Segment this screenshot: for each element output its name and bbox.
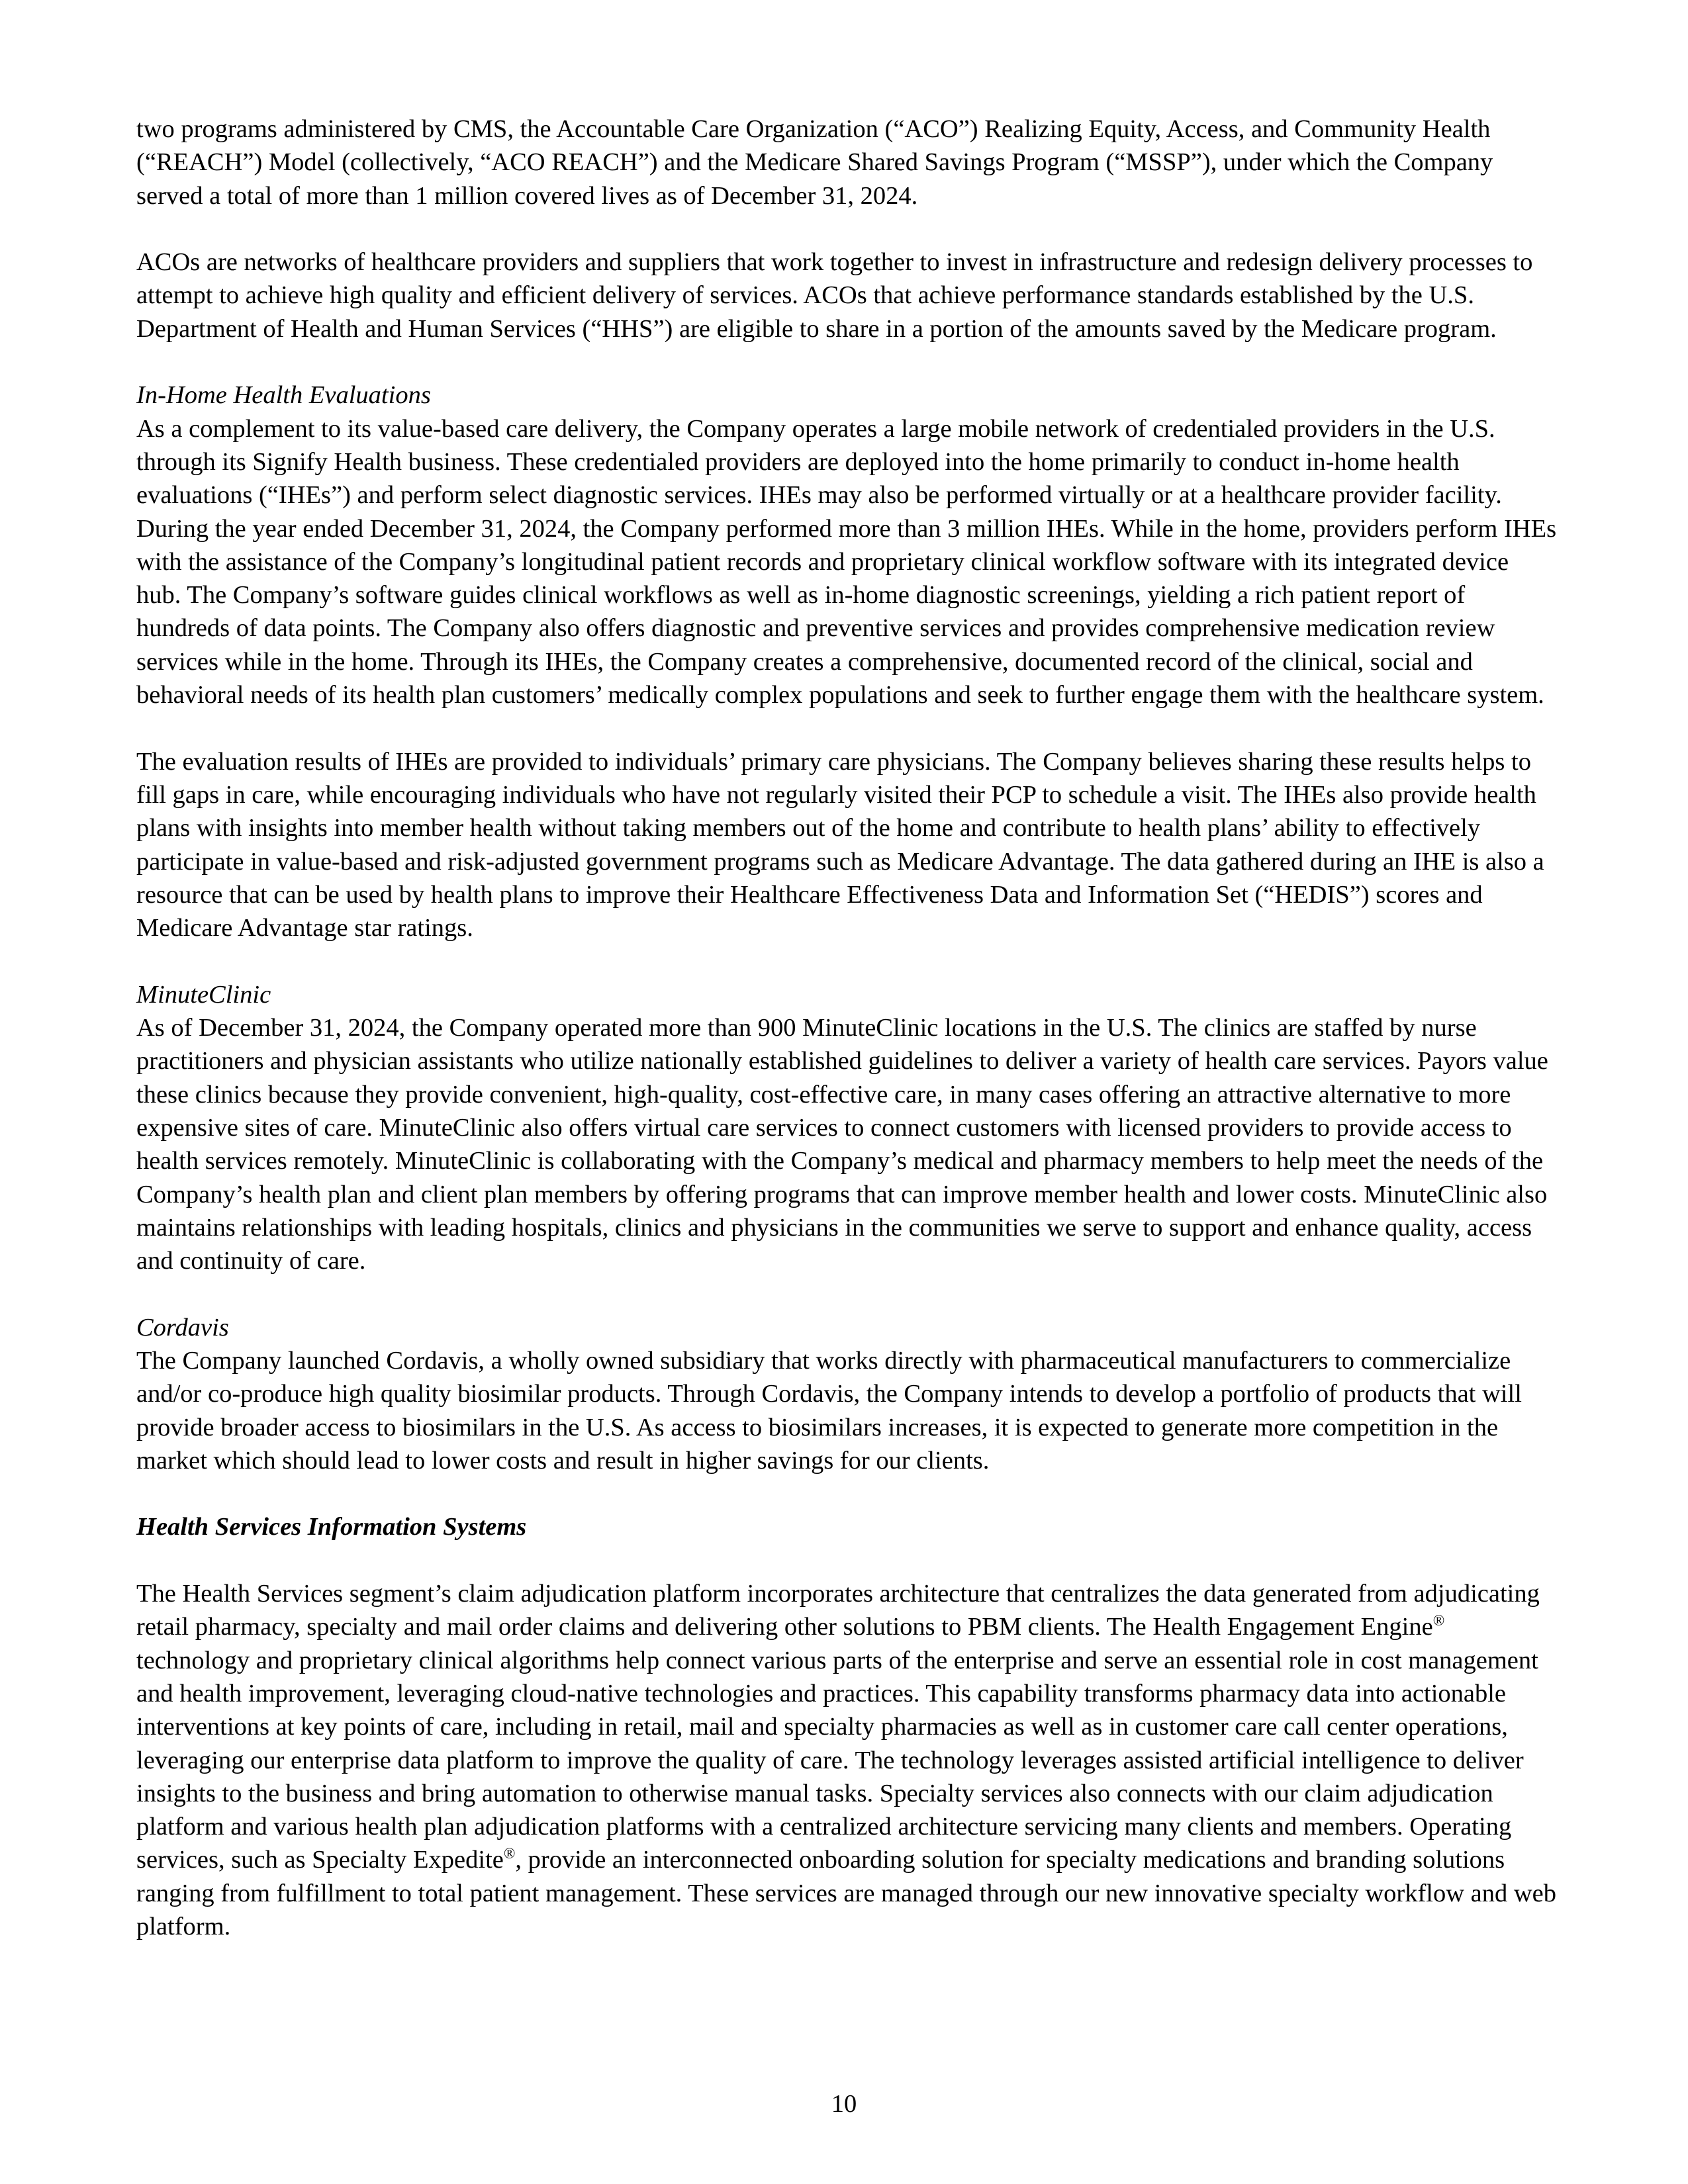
subheading-in-home-health-evaluations: In-Home Health Evaluations [136, 381, 431, 410]
paragraph-acos: ACOs are networks of healthcare providers and suppliers that work together to invest in infrastructure and redesign delivery processes to attempt to achieve high quality and efficient delivery of services. ACOs that achieve performance standards established by the U.S. Department of Health and Human Services (“HHS”) are eligible to share in a portion of the amounts saved by the Medicare program. [136, 248, 1533, 343]
paragraph-minuteclinic: As of December 31, 2024, the Company operated more than 900 MinuteClinic locations in the U.S. The clinics are staffed by nurse practitioners and physician assistants who utilize nationally established guidelines to deliver a variety of health care services. Payors value these clinics because they provide convenient, high-quality, cost-effective care, in many cases offering an attractive alternative to more expensive sites of care. MinuteClinic also offers virtual care services to connect customers with licensed providers to provide access to health services remotely. MinuteClinic is collaborating with the Company’s medical and pharmacy members to help meet the needs of the Company’s health plan and client plan members by offering programs that can improve member health and lower costs. MinuteClinic also maintains relationships with leading hospitals, clinics and physicians in the communities we serve to support and enhance quality, access and continuity of care. [136, 1014, 1548, 1275]
paragraph-aco-reach: two programs administered by CMS, the Accountable Care Organization (“ACO”) Realizing Equity, Access, and Community Health (“REACH”) Model (collectively, “ACO REACH”) and the Medicare Shared Savings Program (“MSSP”), under which the Company served a total of more than 1 million covered lives as of December 31, 2024. [136, 115, 1493, 210]
paragraph-health-services-information-systems [136, 1577, 1560, 1943]
paragraph-hsis-part-1: The Health Services segment’s claim adjudication platform incorporates architecture that centralizes the data generated from adjudicating retail pharmacy, specialty and mail order claims and delivering other solutions to PBM clients. The Health Engagement Engine [136, 1580, 1540, 1641]
paragraph-hsis-part-3: , provide an interconnected onboarding solution for specialty medications and branding solutions ranging from fulfillment to total patient management. These services are managed through our new innovative specialty workflow and web platform. [136, 1846, 1557, 1941]
paragraph-ihe-1: As a complement to its value-based care delivery, the Company operates a large mobile network of credentialed providers in the U.S. through its Signify Health business. These credentialed providers are deployed into the home primarily to conduct in-home health evaluations (“IHEs”) and perform select diagnostic services. IHEs may also be performed virtually or at a healthcare provider facility. During the year ended December 31, 2024, the Company performed more than 3 million IHEs. While in the home, providers perform IHEs with the assistance of the Company’s longitudinal patient records and proprietary clinical workflow software with its integrated device hub. The Company’s software guides clinical workflows as well as in-home diagnostic screenings, yielding a rich patient report of hundreds of data points. The Company also offers diagnostic and preventive services and provides comprehensive medication review services while in the home. Through its IHEs, the Company creates a comprehensive, documented record of the clinical, social and behavioral needs of its health plan customers’ medically complex populations and seek to further engage them with the healthcare system. [136, 414, 1557, 709]
document-body [136, 113, 1560, 1943]
page-number: 10 [831, 2090, 857, 2118]
paragraph-ihe-2: The evaluation results of IHEs are provided to individuals’ primary care physicians. The Company believes sharing these results helps to fill gaps in care, while encouraging individuals who have not regularly visited their PCP to schedule a visit. The IHEs also provide health plans with insights into member health without taking members out of the home and contribute to health plans’ ability to effectively participate in value-based and risk-adjusted government programs such as Medicare Advantage. The data gathered during an IHE is also a resource that can be used by health plans to improve their Healthcare Effectiveness Data and Information Set (“HEDIS”) scores and Medicare Advantage star ratings. [136, 747, 1544, 942]
registered-mark: ® [1432, 1612, 1445, 1629]
section-heading-health-services-information-systems: Health Services Information Systems [136, 1513, 527, 1541]
paragraph-hsis-part-2: technology and proprietary clinical algorithms help connect various parts of the enterprise and serve an essential role in cost management and health improvement, leveraging cloud-native technologies and practices. This capability transforms pharmacy data into actionable interventions at key points of care, including in retail, mail and specialty pharmacies as well as in customer care call center operations, leveraging our enterprise data platform to improve the quality of care. The technology leverages assisted artificial intelligence to deliver insights to the business and bring automation to otherwise manual tasks. Specialty services also connects with our claim adjudication platform and various health plan adjudication platforms with a centralized architecture servicing many clients and members. Operating services, such as Specialty Expedite [136, 1646, 1538, 1874]
subheading-minuteclinic: MinuteClinic [136, 980, 271, 1009]
paragraph-cordavis: The Company launched Cordavis, a wholly owned subsidiary that works directly with pharmaceutical manufacturers to commercialize and/or co-produce high quality biosimilar products. Through Cordavis, the Company intends to develop a portfolio of products that will provide broader access to biosimilars in the U.S. As access to biosimilars increases, it is expected to generate more competition in the market which should lead to lower costs and result in higher savings for our clients. [136, 1346, 1522, 1475]
registered-mark: ® [503, 1844, 516, 1862]
subheading-cordavis: Cordavis [136, 1313, 229, 1342]
